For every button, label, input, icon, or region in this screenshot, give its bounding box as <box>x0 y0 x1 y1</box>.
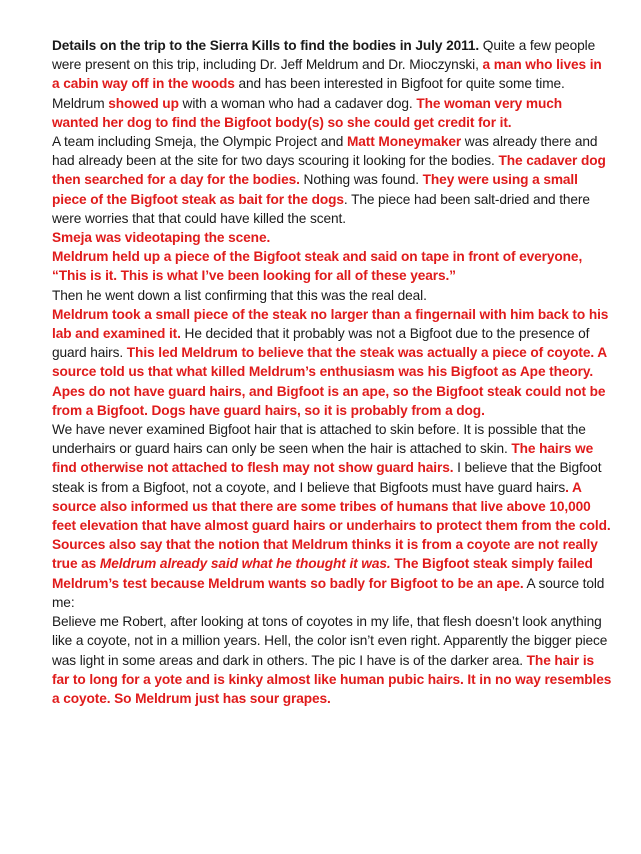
text-run: and has been interested in Bigfoot for quite some time. Meldrum <box>52 76 565 111</box>
text-run: Then he went down a list confirming that this was the real deal. <box>52 287 427 303</box>
highlight-run: The cadaver dog then searched for a day for the bodies. <box>52 153 606 188</box>
paragraph-trip-details <box>52 36 612 132</box>
paragraph-sources <box>52 535 612 612</box>
highlight-run: Matt Moneymaker <box>346 134 462 150</box>
highlight-run: The Bigfoot steak simply failed Meldrum’s test because Meldrum wants so badly for Bigfoot to be an ape. <box>52 556 593 591</box>
highlight-run: a man who lives in a cabin way off in the woods <box>52 57 602 92</box>
paragraph-team-search <box>52 132 612 228</box>
highlight-run: showed up <box>108 95 179 111</box>
text-run: Believe me Robert, after looking at tons of coyotes in my life, that flesh doesn’t look anything like a coyote, not in a million years. Hell, the color isn’t even right. Apparently the bigger piece was light in some areas and dark in others. The pic I have is of the darker area. <box>52 614 608 668</box>
highlight-run: Meldrum held up a piece of the Bigfoot steak and said on tape in front of everyone, “This is it. This is what I’ve been looking for all of these years.” <box>52 249 583 284</box>
paragraph-lab-exam <box>52 305 612 420</box>
paragraph-source-quote <box>52 612 612 708</box>
text-run: with a woman who had a cadaver dog. <box>178 95 417 111</box>
text-run: I believe that the Bigfoot steak is from a Bigfoot, not a coyote, and I believe that Bigfoots must have guard hairs <box>52 460 602 495</box>
paragraph-guard-hairs <box>52 420 612 535</box>
text-run: A source told me: <box>52 575 605 610</box>
text-run: Nothing was found. <box>299 172 423 188</box>
text-run: . The piece had been salt-dried and there were worries that that could have killed the scent. <box>52 191 590 226</box>
text-run: A team including Smeja, the Olympic Project and <box>52 134 347 150</box>
highlight-run: The hairs we find otherwise not attached to flesh may not show guard hairs. <box>52 441 594 476</box>
highlight-run: The woman very much wanted her dog to find the Bigfoot body(s) so she could get credit for it. <box>52 95 563 130</box>
text-run: He decided that it probably was not a Bigfoot due to the presence of guard hairs. <box>52 326 590 361</box>
paragraph-list-confirm <box>52 286 612 305</box>
article-body <box>52 36 612 708</box>
text-run: was already there and had already been at the site for two days scouring it looking for the bodies. <box>52 134 598 169</box>
highlight-run: Meldrum took a small piece of the steak no larger than a fingernail with him back to his lab and examined it. <box>52 306 609 342</box>
paragraph-videotaping <box>52 228 612 247</box>
highlight-run: . A source also informed us that there are some tribes of humans that live above 10,000 feet elevation that have almost guard hairs or underhairs to protect them from the cold. <box>52 479 611 534</box>
highlight-run: They were using a small piece of the Bigfoot steak as bait for the dogs <box>52 172 578 207</box>
highlight-run: Sources also say that the notion that Meldrum thinks it is from a coyote are not really true as <box>52 537 598 572</box>
highlight-italic-run: Meldrum already said what he thought it was. <box>99 556 391 572</box>
heading-trip-details: Details on the trip to the Sierra Kills to find the bodies in July 2011. <box>52 38 480 53</box>
text-run: We have never examined Bigfoot hair that is attached to skin before. It is possible that the underhairs or guard hairs can only be seen when the hair is attached to skin. <box>52 422 586 457</box>
highlight-run: The hair is far to long for a yote and is kinky almost like human pubic hairs. It in no way resembles a coyote. So Meldrum just has sour grapes. <box>52 652 612 706</box>
highlight-run: Smeja was videotaping the scene. <box>52 230 271 246</box>
text-run: Quite a few people were present on this trip, including Dr. Jeff Meldrum and Dr. Mioczynski, <box>52 38 596 73</box>
highlight-run: This led Meldrum to believe that the steak was actually a piece of coyote. A source told us that what killed Meldrum’s enthusiasm was his Bigfoot as Ape theory. Apes do not have guard hairs, and Bigfoot is an ape, so the Bigfoot steak could not be from a Bigfoot. Dogs have guard hairs, so it is probably from a dog. <box>52 345 607 418</box>
paragraph-meldrum-quote <box>52 247 612 285</box>
